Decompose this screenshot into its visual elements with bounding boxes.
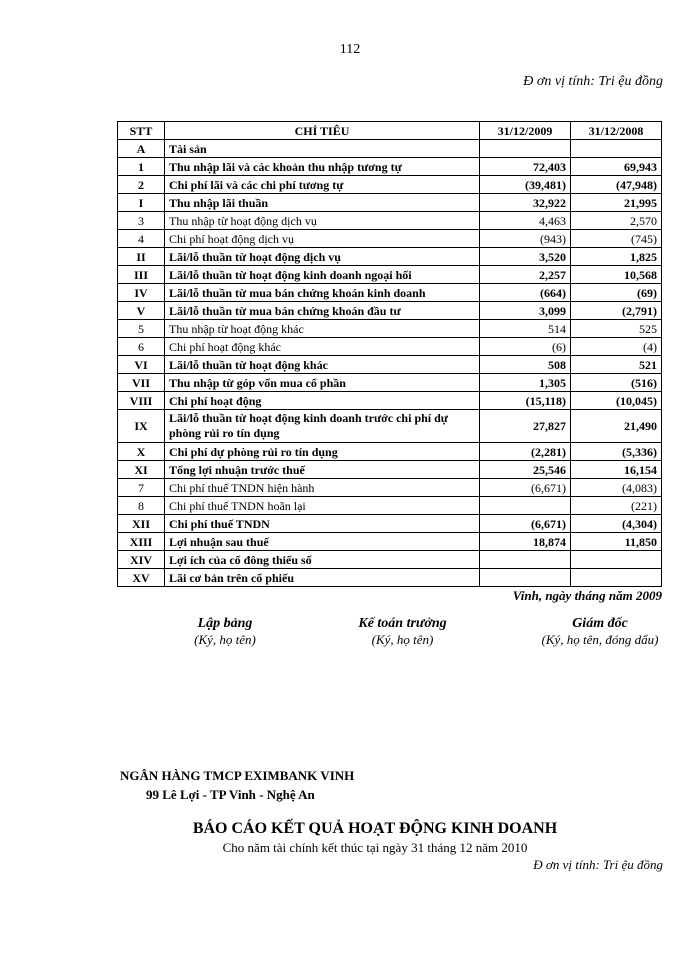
row-label: Chi phí hoạt động khác [165, 338, 480, 356]
row-value-2008 [571, 140, 662, 158]
row-value-2009 [480, 551, 571, 569]
row-stt: V [118, 302, 165, 320]
row-stt: 5 [118, 320, 165, 338]
unit-label: Đ ơn vị tính: Tri ệu đồng [523, 74, 663, 89]
row-value-2009: 4,463 [480, 212, 571, 230]
table-row [118, 140, 662, 158]
row-label: Lợi nhuận sau thuế [165, 533, 480, 551]
row-value-2009: 27,827 [480, 410, 571, 443]
row-value-2008 [571, 569, 662, 587]
row-stt: X [118, 443, 165, 461]
row-value-2009: 3,099 [480, 302, 571, 320]
row-stt: XII [118, 515, 165, 533]
row-value-2009: (2,281) [480, 443, 571, 461]
row-value-2008: (5,336) [571, 443, 662, 461]
table-header-row [118, 122, 662, 140]
row-value-2008 [571, 551, 662, 569]
row-value-2009: (664) [480, 284, 571, 302]
signature-preparer [160, 616, 290, 648]
row-value-2008: (47,948) [571, 176, 662, 194]
row-value-2009 [480, 140, 571, 158]
row-value-2009: 18,874 [480, 533, 571, 551]
report-unit-label: Đ ơn vị tính: Tri ệu đồng [533, 857, 663, 872]
row-value-2008: 21,490 [571, 410, 662, 443]
table-row [118, 230, 662, 248]
row-label: Chi phí dự phòng rủi ro tín dụng [165, 443, 480, 461]
table-row [118, 374, 662, 392]
bank-name: NGÂN HÀNG TMCP EXIMBANK VINH [120, 768, 355, 783]
row-label: Thu nhập lãi và các khoản thu nhập tương tự [165, 158, 480, 176]
row-value-2009: 72,403 [480, 158, 571, 176]
table-row [118, 533, 662, 551]
header-indicator: CHỈ TIÊU [165, 122, 480, 140]
row-stt: XV [118, 569, 165, 587]
table-row [118, 410, 662, 443]
row-value-2008: (2,791) [571, 302, 662, 320]
signature-director [510, 616, 690, 648]
row-value-2008: 10,568 [571, 266, 662, 284]
row-stt: II [118, 248, 165, 266]
signature-chief-accountant [335, 616, 470, 648]
row-value-2008: 525 [571, 320, 662, 338]
table-row [118, 392, 662, 410]
row-value-2009: 25,546 [480, 461, 571, 479]
row-value-2009: (15,118) [480, 392, 571, 410]
page-number: 112 [339, 42, 361, 57]
row-label: Chi phí hoạt động [165, 392, 480, 410]
row-stt: XIII [118, 533, 165, 551]
table-row [118, 212, 662, 230]
row-value-2009: 3,520 [480, 248, 571, 266]
report-title: BÁO CÁO KẾT QUẢ HOẠT ĐỘNG KINH DOANH [192, 820, 558, 837]
row-label: Chi phí thuế TNDN hiện hành [165, 479, 480, 497]
bank-address: 99 Lê Lợi - TP Vinh - Nghệ An [146, 787, 315, 802]
row-label: Thu nhập từ hoạt động khác [165, 320, 480, 338]
row-stt: I [118, 194, 165, 212]
row-value-2009: (6,671) [480, 479, 571, 497]
row-value-2008: (10,045) [571, 392, 662, 410]
row-label: Lãi/lỗ thuần từ hoạt động kinh doanh trước chi phí dự phòng rủi ro tín dụng [165, 410, 480, 443]
row-stt: XI [118, 461, 165, 479]
row-stt: A [118, 140, 165, 158]
table-row [118, 338, 662, 356]
row-value-2008: (745) [571, 230, 662, 248]
signature-role: Lập bảng [197, 616, 253, 631]
table-row [118, 158, 662, 176]
row-label: Thu nhập lãi thuần [165, 194, 480, 212]
row-label: Tổng lợi nhuận trước thuế [165, 461, 480, 479]
row-value-2008: (221) [571, 497, 662, 515]
row-value-2009: 514 [480, 320, 571, 338]
signature-note: (Ký, họ tên, đóng dấu) [541, 632, 659, 647]
signature-role: Kế toán trưởng [358, 616, 447, 631]
row-label: Chi phí hoạt động dịch vụ [165, 230, 480, 248]
table-row [118, 569, 662, 587]
table-row [118, 479, 662, 497]
row-value-2009 [480, 569, 571, 587]
row-value-2008: (516) [571, 374, 662, 392]
table-row [118, 266, 662, 284]
table-row [118, 356, 662, 374]
row-value-2009: 32,922 [480, 194, 571, 212]
header-2009: 31/12/2009 [480, 122, 571, 140]
row-label: Thu nhập từ góp vốn mua cổ phần [165, 374, 480, 392]
row-label: Chi phí lãi và các chi phí tương tự [165, 176, 480, 194]
table-row [118, 194, 662, 212]
row-value-2008: 16,154 [571, 461, 662, 479]
row-label: Lãi/lỗ thuần từ mua bán chứng khoán kinh doanh [165, 284, 480, 302]
table-body [118, 140, 662, 587]
row-label: Thu nhập từ hoạt động dịch vụ [165, 212, 480, 230]
row-stt: 3 [118, 212, 165, 230]
table-row [118, 284, 662, 302]
row-value-2008: 69,943 [571, 158, 662, 176]
row-value-2009: (39,481) [480, 176, 571, 194]
row-value-2009: 2,257 [480, 266, 571, 284]
table-row [118, 320, 662, 338]
row-stt: XIV [118, 551, 165, 569]
row-label: Chi phí thuế TNDN hoãn lại [165, 497, 480, 515]
row-label: Lãi/lỗ thuần từ hoạt động kinh doanh ngoại hối [165, 266, 480, 284]
row-stt: 1 [118, 158, 165, 176]
header-2008: 31/12/2008 [571, 122, 662, 140]
income-statement-table [117, 121, 662, 587]
row-label: Lãi/lỗ thuần từ hoạt động dịch vụ [165, 248, 480, 266]
row-stt: 2 [118, 176, 165, 194]
row-value-2009: (943) [480, 230, 571, 248]
row-value-2009 [480, 497, 571, 515]
row-value-2008: (4,083) [571, 479, 662, 497]
row-label: Lãi cơ bản trên cổ phiếu [165, 569, 480, 587]
signature-role: Giám đốc [572, 616, 628, 631]
row-stt: IV [118, 284, 165, 302]
report-subtitle: Cho năm tài chính kết thúc tại ngày 31 tháng 12 năm 2010 [222, 840, 528, 855]
row-value-2009: 1,305 [480, 374, 571, 392]
row-value-2009: 508 [480, 356, 571, 374]
row-stt: 8 [118, 497, 165, 515]
row-label: Lãi/lỗ thuần từ mua bán chứng khoán đầu tư [165, 302, 480, 320]
table-row [118, 497, 662, 515]
row-stt: III [118, 266, 165, 284]
table-row [118, 551, 662, 569]
row-label: Lãi/lỗ thuần từ hoạt động khác [165, 356, 480, 374]
row-value-2008: 1,825 [571, 248, 662, 266]
row-value-2008: 521 [571, 356, 662, 374]
row-value-2008: (4,304) [571, 515, 662, 533]
row-value-2008: (69) [571, 284, 662, 302]
table-row [118, 302, 662, 320]
row-stt: 7 [118, 479, 165, 497]
row-value-2008: (4) [571, 338, 662, 356]
row-value-2008: 11,850 [571, 533, 662, 551]
row-value-2008: 2,570 [571, 212, 662, 230]
table-row [118, 461, 662, 479]
row-stt: VI [118, 356, 165, 374]
row-label: Chi phí thuế TNDN [165, 515, 480, 533]
row-stt: IX [118, 410, 165, 443]
row-stt: 4 [118, 230, 165, 248]
row-label: Tài sản [165, 140, 480, 158]
signature-note: (Ký, họ tên) [194, 632, 256, 647]
signature-note: (Ký, họ tên) [371, 632, 434, 647]
table-row [118, 515, 662, 533]
table-row [118, 176, 662, 194]
row-value-2009: (6,671) [480, 515, 571, 533]
row-stt: 6 [118, 338, 165, 356]
date-line: Vinh, ngày tháng năm 2009 [512, 588, 662, 603]
row-stt: VIII [118, 392, 165, 410]
row-value-2008: 21,995 [571, 194, 662, 212]
row-label: Lợi ích của cổ đông thiểu số [165, 551, 480, 569]
row-stt: VII [118, 374, 165, 392]
table-row [118, 443, 662, 461]
table-row [118, 248, 662, 266]
header-stt: STT [118, 122, 165, 140]
row-value-2009: (6) [480, 338, 571, 356]
